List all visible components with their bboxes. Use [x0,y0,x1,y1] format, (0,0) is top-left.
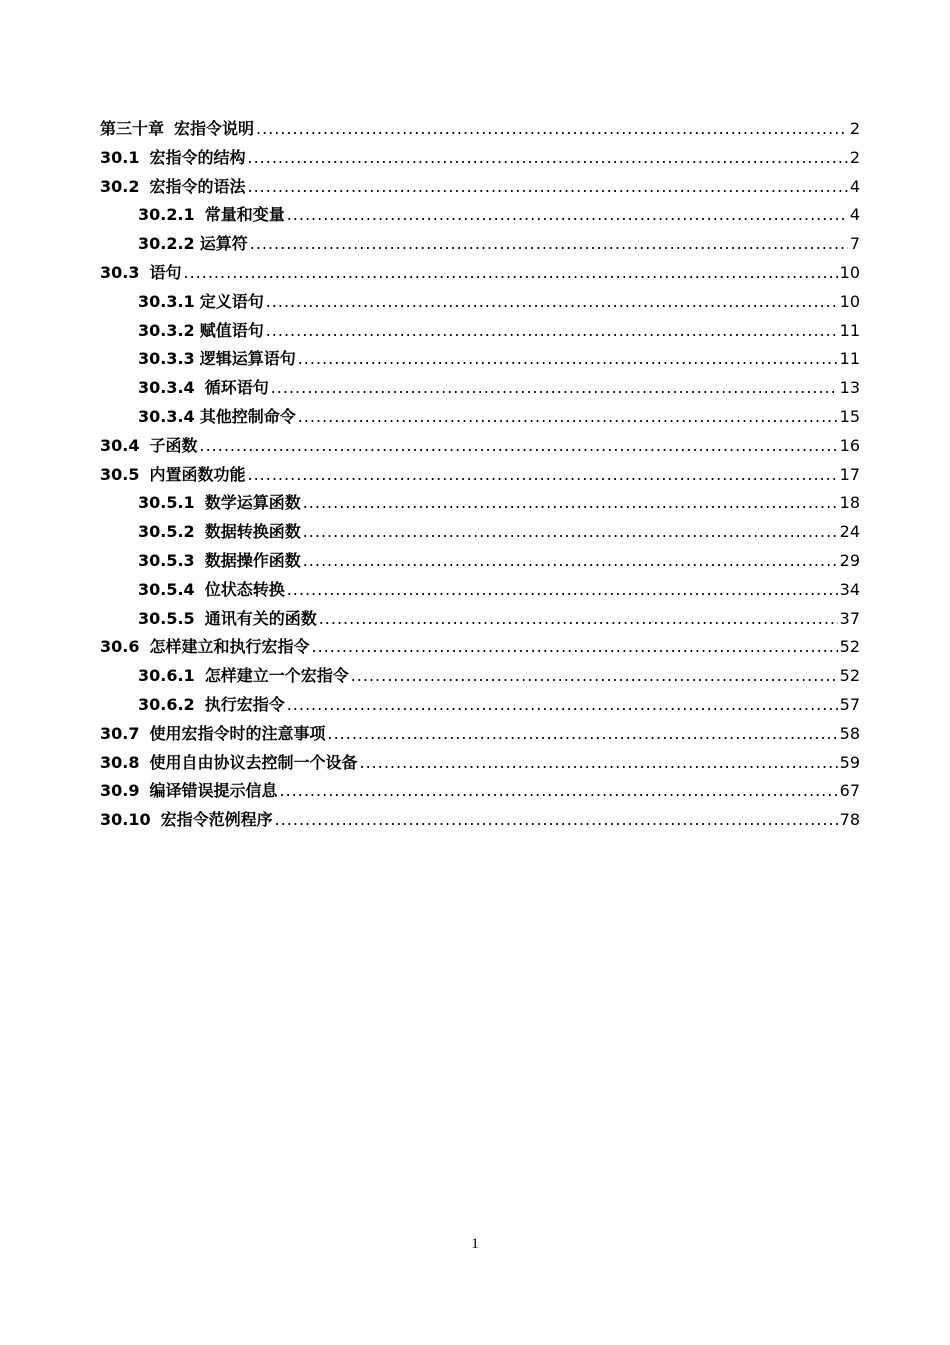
dot-leader [298,345,838,374]
toc-entry-number: 30.6.2 [138,694,195,714]
toc-entry-30-3[interactable] [100,259,860,288]
dot-leader [287,691,838,720]
toc-entry-30-3-2[interactable] [100,317,860,346]
toc-entry-page: 18 [839,493,860,513]
toc-entry-title: 位状态转换 [204,579,285,599]
toc-entry-title: 内置函数功能 [149,464,246,484]
toc-entry-30-6[interactable] [100,633,860,662]
toc-entry-page: 58 [839,723,860,743]
dot-leader [184,259,838,288]
toc-entry-30-7[interactable] [100,720,860,749]
toc-entry-title: 数学运算函数 [204,493,301,513]
toc-entry-title: 数据转换函数 [204,522,301,542]
toc-entry-30-5-1[interactable] [100,489,860,518]
toc-entry-number: 30.5.1 [138,493,195,513]
toc-entry-number: 30.5.5 [138,608,195,628]
toc-entry-page: 24 [839,522,860,542]
toc-entry-30-3-1[interactable] [100,288,860,317]
dot-leader [303,547,838,576]
toc-entry-number: 30.5.4 [138,579,195,599]
toc-entry-number: 30.3 [100,262,140,282]
toc-entry-page: 78 [839,810,860,830]
dot-leader [256,115,848,144]
toc-entry-number: 30.9 [100,781,140,801]
toc-entry-number: 30.7 [100,723,140,743]
dot-leader [287,201,848,230]
dot-leader [266,288,838,317]
dot-leader [248,144,848,173]
dot-leader [351,662,838,691]
toc-entry-page: 11 [839,349,860,369]
toc-entry-title: 编译错误提示信息 [149,781,278,801]
toc-entry-number: 第三十章 [100,119,165,138]
dot-leader [248,173,848,202]
toc-entry-title: 定义语句 [199,291,264,311]
toc-entry-page: 2 [849,119,860,138]
toc-entry-title: 使用宏指令时的注意事项 [149,723,326,743]
toc-entry-title: 宏指令范例程序 [160,810,273,830]
toc-entry-title: 语句 [149,262,182,282]
toc-entry-number: 30.4 [100,435,140,455]
toc-entry-page: 11 [839,320,860,340]
toc-entry-30-5-2[interactable] [100,518,860,547]
toc-entry-page: 10 [839,262,860,282]
toc-entry-title: 其他控制命令 [199,406,296,426]
toc-entry-title: 执行宏指令 [204,694,285,714]
toc-entry-page: 16 [839,435,860,455]
toc-entry-title: 宏指令的结构 [149,147,246,167]
toc-entry-number: 30.3.4 [138,406,195,426]
toc-entry-title: 怎样建立一个宏指令 [204,666,349,686]
toc-entry-number: 30.5.3 [138,550,195,570]
toc-entry-page: 57 [839,694,860,714]
table-of-contents [100,115,860,835]
toc-entry-number: 30.5.2 [138,522,195,542]
dot-leader [360,749,838,778]
toc-entry-number: 30.2.2 [138,234,195,254]
dot-leader [287,576,838,605]
toc-entry-title: 逻辑运算语句 [199,349,296,369]
dot-leader [271,374,838,403]
toc-entry-title: 运算符 [199,234,248,254]
dot-leader [312,633,838,662]
toc-entry-page: 59 [839,752,860,772]
dot-leader [248,461,838,490]
toc-entry-30-6-2[interactable] [100,691,860,720]
toc-entry-page: 10 [839,291,860,311]
toc-entry-30-5-5[interactable] [100,605,860,634]
toc-entry-page: 7 [849,234,860,254]
dot-leader [250,230,848,259]
toc-entry-number: 30.6 [100,637,140,657]
toc-entry-number: 30.3.1 [138,291,195,311]
toc-entry-number: 30.6.1 [138,666,195,686]
toc-entry-page: 4 [849,176,860,196]
toc-entry-chapter-30[interactable] [100,115,860,144]
toc-entry-30-1[interactable] [100,144,860,173]
toc-entry-title: 常量和变量 [204,205,285,225]
toc-entry-title: 子函数 [149,435,198,455]
toc-entry-page: 17 [839,464,860,484]
dot-leader [303,518,838,547]
toc-entry-30-3-3[interactable] [100,345,860,374]
toc-entry-title: 怎样建立和执行宏指令 [149,637,310,657]
toc-entry-page: 52 [839,637,860,657]
toc-entry-title: 使用自由协议去控制一个设备 [149,752,358,772]
toc-entry-title: 数据操作函数 [204,550,301,570]
toc-entry-number: 30.1 [100,147,140,167]
toc-entry-30-8[interactable] [100,749,860,778]
toc-entry-number: 30.2.1 [138,205,195,225]
toc-entry-title: 赋值语句 [199,320,264,340]
toc-entry-title: 循环语句 [204,378,269,398]
toc-entry-number: 30.8 [100,752,140,772]
toc-entry-30-2[interactable] [100,173,860,202]
toc-entry-30-10[interactable] [100,806,860,835]
dot-leader [298,403,838,432]
toc-entry-30-3-4b[interactable] [100,403,860,432]
toc-entry-page: 4 [849,205,860,225]
toc-entry-page: 15 [839,406,860,426]
dot-leader [280,777,838,806]
toc-entry-30-9[interactable] [100,777,860,806]
toc-entry-number: 30.3.3 [138,349,195,369]
toc-entry-page: 52 [839,666,860,686]
toc-entry-30-3-4a[interactable] [100,374,860,403]
toc-entry-30-6-1[interactable] [100,662,860,691]
toc-entry-page: 29 [839,550,860,570]
toc-entry-30-5-3[interactable] [100,547,860,576]
toc-entry-page: 67 [839,781,860,801]
page-number: 1 [471,1236,479,1252]
toc-entry-number: 30.10 [100,810,151,830]
toc-entry-30-4[interactable] [100,432,860,461]
toc-entry-title: 宏指令说明 [174,119,255,138]
dot-leader [328,720,838,749]
toc-entry-30-2-1[interactable] [100,201,860,230]
toc-entry-30-2-2[interactable] [100,230,860,259]
toc-entry-number: 30.3.4 [138,378,195,398]
toc-entry-page: 37 [839,608,860,628]
toc-entry-page: 2 [849,147,860,167]
dot-leader [200,432,838,461]
dot-leader [303,489,838,518]
toc-entry-title: 宏指令的语法 [149,176,246,196]
toc-entry-title: 通讯有关的函数 [204,608,317,628]
dot-leader [275,806,838,835]
toc-entry-number: 30.5 [100,464,140,484]
toc-entry-30-5-4[interactable] [100,576,860,605]
toc-entry-30-5[interactable] [100,461,860,490]
toc-entry-number: 30.2 [100,176,140,196]
toc-entry-number: 30.3.2 [138,320,195,340]
toc-entry-page: 34 [839,579,860,599]
dot-leader [266,317,838,346]
toc-entry-page: 13 [839,378,860,398]
dot-leader [319,605,838,634]
